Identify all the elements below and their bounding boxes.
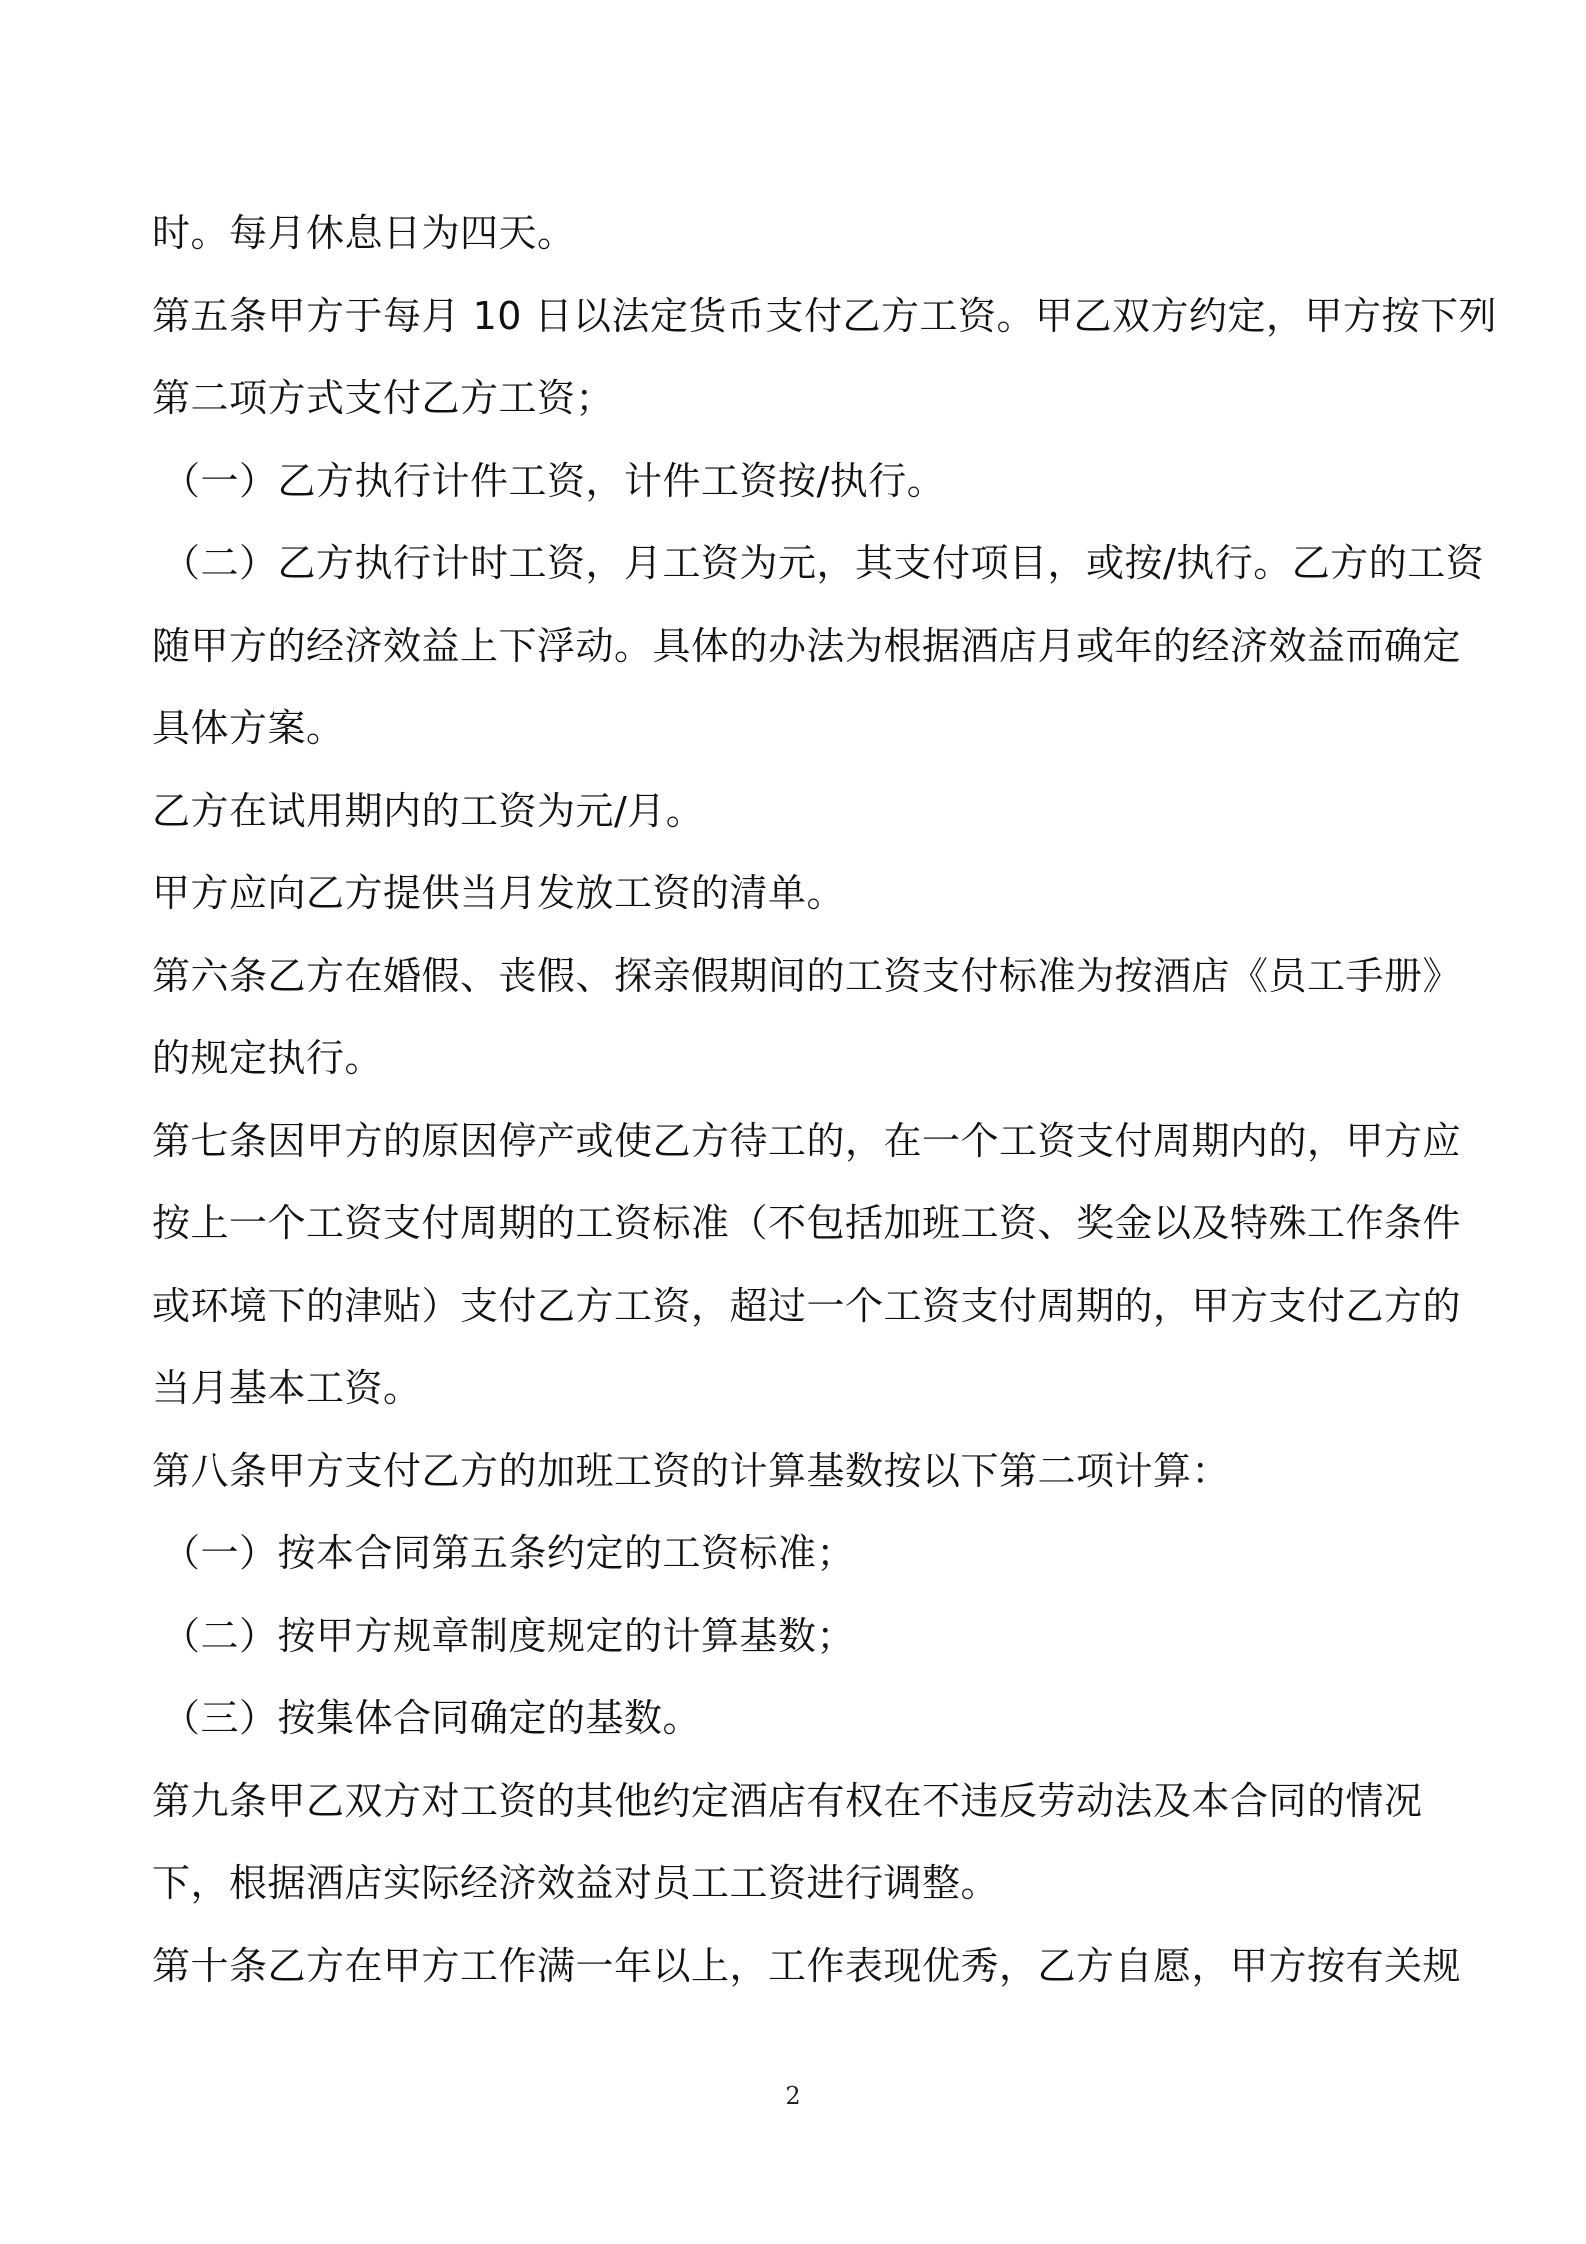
text-line: （二）乙方执行计时工资，月工资为元，其支付项目，或按/执行。乙方的工资 (162, 541, 1485, 585)
text-line: 第六条乙方在婚假、丧假、探亲假期间的工资支付标准为按酒店《员工手册》 (152, 953, 1462, 998)
text-line: 随甲方的经济效益上下浮动。具体的办法为根据酒店月或年的经济效益而确定 (152, 623, 1462, 668)
text-line: 时。每月休息日为四天。 (152, 211, 576, 255)
text-line: 甲方应向乙方提供当月发放工资的清单。 (152, 871, 846, 915)
text-line: 第五条甲方于每月 10 日以法定货币支付乙方工资。甲乙双方约定，甲方按下列 (152, 293, 1498, 338)
text-line: 乙方在试用期内的工资为元/月。 (152, 788, 705, 833)
text-line: 具体方案。 (152, 706, 345, 750)
text-line: 第七条因甲方的原因停产或使乙方待工的，在一个工资支付周期内的，甲方应 (152, 1118, 1462, 1163)
text-line: （一）乙方执行计件工资，计件工资按/执行。 (162, 458, 946, 503)
text-line: 或环境下的津贴）支付乙方工资，超过一个工资支付周期的，甲方支付乙方的 (152, 1283, 1462, 1328)
text-line: 的规定执行。 (152, 1036, 384, 1080)
page-number: 2 (785, 2082, 801, 2110)
document-body (152, 192, 1498, 2007)
text-line: 第十条乙方在甲方工作满一年以上，工作表现优秀，乙方自愿，甲方按有关规 (152, 1943, 1462, 1988)
text-line: 下，根据酒店实际经济效益对员工工资进行调整。 (152, 1861, 1000, 1905)
text-line: （一）按本合同第五条约定的工资标准； (162, 1531, 856, 1575)
text-line: 第九条甲乙双方对工资的其他约定酒店有权在不违反劳动法及本合同的情况 (152, 1778, 1423, 1823)
text-line: （二）按甲方规章制度规定的计算基数； (162, 1613, 856, 1658)
text-line: 按上一个工资支付周期的工资标准（不包括加班工资、奖金以及特殊工作条件 (152, 1201, 1462, 1245)
text-line: 第八条甲方支付乙方的加班工资的计算基数按以下第二项计算： (152, 1448, 1231, 1493)
text-line: （三）按集体合同确定的基数。 (162, 1696, 702, 1740)
text-line: 当月基本工资。 (152, 1366, 422, 1410)
text-line: 第二项方式支付乙方工资； (152, 376, 615, 420)
